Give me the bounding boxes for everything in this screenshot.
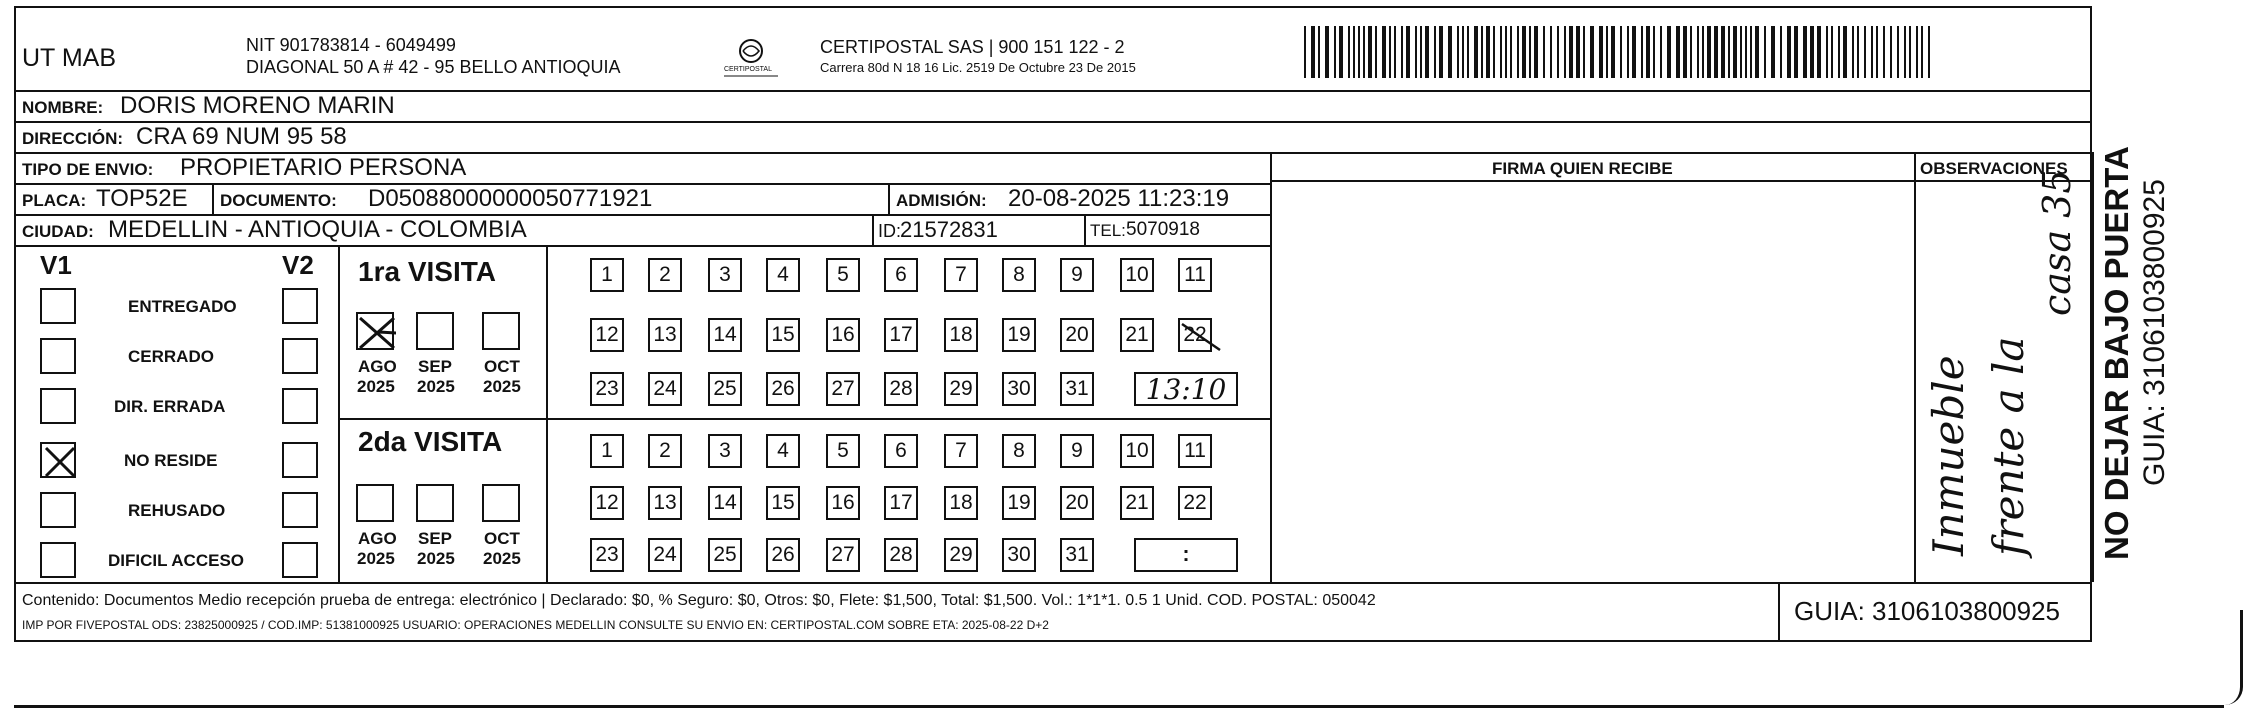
day-box[interactable]: 31 bbox=[1060, 372, 1094, 406]
day-box[interactable]: 16 bbox=[826, 486, 860, 520]
month-checkbox[interactable] bbox=[356, 312, 394, 350]
day-box[interactable]: 6 bbox=[884, 258, 918, 292]
status-v2-checkbox[interactable] bbox=[282, 338, 318, 374]
name-label: NOMBRE: bbox=[22, 98, 104, 117]
day-box[interactable]: 29 bbox=[944, 538, 978, 572]
cell-divider bbox=[872, 214, 874, 245]
visits-divider bbox=[546, 245, 548, 582]
day-box[interactable]: 2 bbox=[648, 434, 682, 468]
day-box[interactable]: 25 bbox=[708, 538, 742, 572]
recipient-name: DORIS MORENO MARIN bbox=[120, 92, 395, 119]
status-divider bbox=[338, 245, 340, 582]
day-box[interactable]: 2 bbox=[648, 258, 682, 292]
day-box[interactable]: 19 bbox=[1002, 486, 1036, 520]
observations-header: OBSERVACIONES bbox=[1920, 159, 2068, 178]
day-box[interactable]: 18 bbox=[944, 318, 978, 352]
year-label: 2025 bbox=[417, 377, 455, 396]
year-label: 2025 bbox=[357, 549, 395, 568]
day-box[interactable]: 15 bbox=[766, 486, 800, 520]
plate-value: TOP52E bbox=[96, 185, 188, 212]
day-box[interactable]: 30 bbox=[1002, 538, 1036, 572]
day-box[interactable]: 5 bbox=[826, 258, 860, 292]
month-checkbox[interactable] bbox=[482, 312, 520, 350]
day-box[interactable]: 28 bbox=[884, 372, 918, 406]
handwriting-line-2: frente a la bbox=[1984, 336, 2033, 556]
day-box[interactable]: 23 bbox=[590, 538, 624, 572]
visits-separator bbox=[338, 418, 1270, 420]
day-box[interactable]: 26 bbox=[766, 372, 800, 406]
id-label: ID: bbox=[878, 221, 902, 241]
status-v1-checkbox[interactable] bbox=[40, 442, 76, 478]
cell-divider bbox=[1084, 214, 1086, 245]
tel-value: 5070918 bbox=[1126, 219, 1200, 240]
visit-time-box[interactable]: 13:10 bbox=[1134, 372, 1238, 406]
day-box[interactable]: 10 bbox=[1120, 258, 1154, 292]
day-box[interactable]: 22 bbox=[1178, 486, 1212, 520]
day-box[interactable]: 26 bbox=[766, 538, 800, 572]
observations-right bbox=[2092, 152, 2094, 582]
day-box[interactable]: 9 bbox=[1060, 434, 1094, 468]
status-label: ENTREGADO bbox=[128, 297, 237, 316]
footer-guia: GUIA: 3106103800925 bbox=[1794, 596, 2060, 626]
month-checkbox[interactable] bbox=[356, 484, 394, 522]
day-box[interactable]: 17 bbox=[884, 318, 918, 352]
logo-text: CERTIPOSTAL bbox=[724, 66, 772, 73]
bottom-edge bbox=[14, 705, 2224, 708]
signature-header: FIRMA QUIEN RECIBE bbox=[1492, 159, 1673, 178]
day-box[interactable]: 8 bbox=[1002, 434, 1036, 468]
fold-mark bbox=[2222, 610, 2243, 705]
day-box[interactable]: 5 bbox=[826, 434, 860, 468]
document-label: DOCUMENTO: bbox=[220, 191, 337, 210]
day-box[interactable]: 24 bbox=[648, 538, 682, 572]
year-label: 2025 bbox=[483, 549, 521, 568]
plate-label: PLACA: bbox=[22, 191, 87, 210]
day-box[interactable]: 7 bbox=[944, 434, 978, 468]
row-rule bbox=[14, 245, 1270, 247]
status-label: NO RESIDE bbox=[124, 451, 218, 470]
day-box[interactable]: 14 bbox=[708, 486, 742, 520]
day-box[interactable]: 9 bbox=[1060, 258, 1094, 292]
day-box[interactable]: 21 bbox=[1120, 318, 1154, 352]
city-value: MEDELLIN - ANTIOQUIA - COLOMBIA bbox=[108, 216, 527, 243]
shipment-type: PROPIETARIO PERSONA bbox=[180, 154, 467, 181]
day-box[interactable]: 20 bbox=[1060, 486, 1094, 520]
day-box[interactable]: 22 bbox=[1178, 318, 1212, 352]
day-box[interactable]: 13 bbox=[648, 318, 682, 352]
visit-time-box[interactable]: : bbox=[1134, 538, 1238, 572]
month-label: AGO bbox=[358, 529, 397, 548]
day-box[interactable]: 12 bbox=[590, 486, 624, 520]
footer-content: Contenido: Documentos Medio recepción prueba de entrega: electrónico | Declarado: $0, % Seguro: $0, Otros: $0, Flete: $1,500, Total: $1,500. Vol.: 1*1*1. 0.5 1 Unid. COD. POSTAL: 050042 bbox=[22, 592, 1376, 609]
v1-header: V1 bbox=[40, 250, 72, 280]
day-box[interactable]: 16 bbox=[826, 318, 860, 352]
day-box[interactable]: 8 bbox=[1002, 258, 1036, 292]
document-value: D05088000000050771921 bbox=[368, 185, 653, 212]
day-box[interactable]: 17 bbox=[884, 486, 918, 520]
second-visit-title: 2da VISITA bbox=[358, 426, 503, 457]
v2-header: V2 bbox=[282, 250, 314, 280]
month-label: OCT bbox=[484, 357, 520, 376]
day-box[interactable]: 27 bbox=[826, 538, 860, 572]
day-box[interactable]: 30 bbox=[1002, 372, 1036, 406]
month-label: SEP bbox=[418, 357, 453, 376]
day-box[interactable]: 23 bbox=[590, 372, 624, 406]
tel-label: TEL: bbox=[1090, 221, 1126, 240]
day-box[interactable]: 18 bbox=[944, 486, 978, 520]
cell-divider bbox=[212, 183, 214, 214]
type-label: TIPO DE ENVIO: bbox=[22, 160, 154, 179]
day-box[interactable]: 3 bbox=[708, 434, 742, 468]
status-v1-checkbox[interactable] bbox=[40, 288, 76, 324]
day-box[interactable]: 28 bbox=[884, 538, 918, 572]
month-checkbox[interactable] bbox=[482, 484, 520, 522]
day-box[interactable]: 11 bbox=[1178, 258, 1212, 292]
day-box[interactable]: 10 bbox=[1120, 434, 1154, 468]
certipostal-logo bbox=[716, 36, 786, 80]
handwriting-line-1: Inmueble bbox=[1924, 355, 1973, 556]
status-label: DIR. ERRADA bbox=[114, 397, 226, 416]
day-box[interactable]: 12 bbox=[590, 318, 624, 352]
city-label: CIUDAD: bbox=[22, 222, 94, 241]
status-v2-checkbox[interactable] bbox=[282, 388, 318, 424]
day-box[interactable]: 3 bbox=[708, 258, 742, 292]
month-label: SEP bbox=[418, 529, 453, 548]
status-v2-checkbox[interactable] bbox=[282, 492, 318, 528]
status-v2-checkbox[interactable] bbox=[282, 288, 318, 324]
cell-divider bbox=[888, 183, 890, 214]
day-box[interactable]: 1 bbox=[590, 258, 624, 292]
status-v2-checkbox[interactable] bbox=[282, 442, 318, 478]
day-box[interactable]: 15 bbox=[766, 318, 800, 352]
status-v1-checkbox[interactable] bbox=[40, 542, 76, 578]
day-checkmark bbox=[1180, 320, 1224, 360]
day-box[interactable]: 21 bbox=[1120, 486, 1154, 520]
status-label: CERRADO bbox=[128, 347, 214, 366]
first-visit-title: 1ra VISITA bbox=[358, 256, 496, 287]
month-checkbox[interactable] bbox=[416, 484, 454, 522]
status-label: DIFICIL ACCESO bbox=[108, 551, 245, 570]
status-v1-checkbox[interactable] bbox=[40, 388, 76, 424]
footer-print-info: IMP POR FIVEPOSTAL ODS: 23825000925 / COD.IMP: 51381000925 USUARIO: OPERACIONES MEDELLIN CONSULTE SU ENVIO EN: CERTIPOSTAL.COM SOBRE ETA: 2025-08-22 D+2 bbox=[22, 618, 1049, 632]
status-v1-checkbox[interactable] bbox=[40, 338, 76, 374]
recipient-address: CRA 69 NUM 95 58 bbox=[136, 123, 347, 150]
observations-handwriting bbox=[1920, 169, 2088, 578]
month-label: OCT bbox=[484, 529, 520, 548]
day-box[interactable]: 24 bbox=[648, 372, 682, 406]
company-address: DIAGONAL 50 A # 42 - 95 BELLO ANTIOQUIA bbox=[246, 57, 621, 77]
footer-divider bbox=[1778, 582, 1780, 642]
sig-header-rule bbox=[1270, 180, 2092, 182]
day-box[interactable]: 1 bbox=[590, 434, 624, 468]
month-label: AGO bbox=[358, 357, 397, 376]
month-checkbox[interactable] bbox=[416, 312, 454, 350]
day-box[interactable]: 20 bbox=[1060, 318, 1094, 352]
carrier-address: Carrera 80d N 18 16 Lic. 2519 De Octubre 23 De 2015 bbox=[820, 60, 1136, 75]
year-label: 2025 bbox=[483, 377, 521, 396]
day-box[interactable]: 11 bbox=[1178, 434, 1212, 468]
day-box[interactable]: 4 bbox=[766, 434, 800, 468]
day-box[interactable]: 4 bbox=[766, 258, 800, 292]
day-box[interactable]: 27 bbox=[826, 372, 860, 406]
company-name: UT MAB bbox=[22, 44, 116, 72]
id-value: 21572831 bbox=[900, 217, 998, 242]
year-label: 2025 bbox=[417, 549, 455, 568]
carrier-name: CERTIPOSTAL SAS | 900 151 122 - 2 bbox=[820, 37, 1125, 57]
admission-value: 20-08-2025 11:23:19 bbox=[1008, 185, 1230, 212]
address-label: DIRECCIÓN: bbox=[22, 129, 124, 148]
day-box[interactable]: 13 bbox=[648, 486, 682, 520]
handwriting-line-3: casa 35 bbox=[2035, 169, 2079, 316]
side-warning: NO DEJAR BAJO PUERTA bbox=[2098, 146, 2135, 560]
barcode bbox=[1302, 26, 1934, 78]
day-box[interactable]: 14 bbox=[708, 318, 742, 352]
signature-divider bbox=[1270, 152, 1272, 582]
day-box[interactable]: 25 bbox=[708, 372, 742, 406]
day-box[interactable]: 6 bbox=[884, 434, 918, 468]
observations-divider bbox=[1914, 152, 1916, 582]
day-box[interactable]: 7 bbox=[944, 258, 978, 292]
day-box[interactable]: 31 bbox=[1060, 538, 1094, 572]
status-v1-checkbox[interactable] bbox=[40, 492, 76, 528]
status-label: REHUSADO bbox=[128, 501, 226, 520]
side-guia: GUIA: 3106103800925 bbox=[2138, 179, 2171, 486]
admission-label: ADMISIÓN: bbox=[896, 191, 987, 210]
status-v2-checkbox[interactable] bbox=[282, 542, 318, 578]
year-label: 2025 bbox=[357, 377, 395, 396]
footer-rule bbox=[14, 582, 2092, 584]
company-nit: NIT 901783814 - 6049499 bbox=[246, 35, 456, 55]
day-box[interactable]: 19 bbox=[1002, 318, 1036, 352]
day-box[interactable]: 29 bbox=[944, 372, 978, 406]
